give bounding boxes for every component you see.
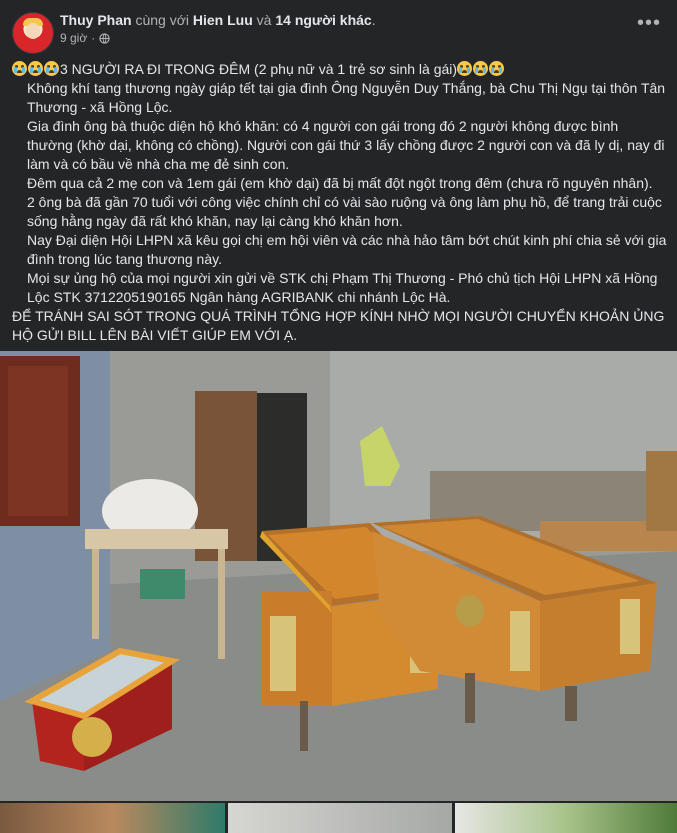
- author-avatar[interactable]: [12, 12, 54, 54]
- post-paragraph-1: Không khí tang thương ngày giáp tết tại gia đình Ông Nguyễn Duy Thắng, bà Chu Thị Ngụ tại thôn Tân Thương - xã Hồng Lộc.: [27, 80, 666, 115]
- post-photo[interactable]: [0, 351, 677, 801]
- crying-face-icon: [44, 61, 59, 76]
- post-paragraph-3: Đêm qua cả 2 mẹ con và 1em gái (em khờ dại) đã bị mất đột ngột trong đêm (chưa rõ nguyên nhân).: [27, 175, 653, 191]
- thumbnail-1[interactable]: [0, 803, 225, 833]
- crying-face-icon: [489, 61, 504, 76]
- more-icon[interactable]: •••: [636, 12, 661, 34]
- crying-face-icon: [28, 61, 43, 76]
- thumbnail-2[interactable]: [228, 803, 452, 833]
- thumbnail-3[interactable]: [455, 803, 677, 833]
- post-paragraph-7: ĐỂ TRÁNH SAI SÓT TRONG QUÁ TRÌNH TỔNG HỢP KÍNH NHỜ MỌI NGƯỜI CHUYỂN KHOẢN ỦNG HỘ GỬI BILL LÊN BÀI VIẾT GIÚP EM VỚI Ạ.: [12, 308, 665, 343]
- post-title: 3 NGƯỜI RA ĐI TRONG ĐÊM (2 phụ nữ và 1 trẻ sơ sinh là gái): [60, 61, 458, 77]
- author-line: Thuy Phan cùng với Hien Luu và 14 người khác.: [60, 12, 376, 28]
- meta-separator: ·: [91, 31, 96, 45]
- post-header: [0, 0, 677, 56]
- post-title-line: [12, 60, 667, 79]
- avatar-face: [26, 23, 40, 39]
- post-paragraph-5: Nay Đại diện Hội LHPN xã kêu gọi chị em hội viên và các nhà hảo tâm bớt chút kinh phí chia sẻ với gia đình trong lúc tang thương này.: [27, 232, 667, 267]
- tagged-user-link[interactable]: Hien Luu: [192, 12, 253, 28]
- photo-thumbnails: [0, 803, 677, 833]
- post-time[interactable]: 9 giờ: [60, 31, 88, 45]
- others-link[interactable]: 14 người khác: [275, 12, 372, 28]
- post-paragraph-2: Gia đình ông bà thuộc diện hộ khó khăn: có 4 người con gái trong đó 2 người không được bình thường (khờ dại, không có chồng). Người con gái thứ 3 lấy chồng được 2 người con và đã ly dị, nay đi làm và có bầu về nhà cha mẹ đẻ sinh con.: [27, 118, 665, 172]
- crying-face-icon: [457, 61, 472, 76]
- crying-face-icon: [12, 61, 27, 76]
- post-paragraph-4: 2 ông bà đã gần 70 tuổi với công việc chính chỉ có vài sào ruộng và ông làm phụ hồ, để trang trải cuộc sống hằng ngày đã rất khó khăn, nay lại càng khó khăn hơn.: [27, 194, 662, 229]
- coffins-photo: [0, 351, 677, 801]
- crying-face-icon: [473, 61, 488, 76]
- post-body: [12, 60, 667, 345]
- with-text: cùng với: [135, 12, 189, 28]
- and-text: và: [256, 12, 272, 28]
- post-meta: [60, 31, 110, 45]
- author-name-link[interactable]: Thuy Phan: [60, 12, 132, 28]
- post-paragraph-6: Mọi sự ủng hộ của mọi người xin gửi về STK chị Phạm Thị Thương - Phó chủ tịch Hội LHPN xã Hồng Lộc STK 3712205190165 Ngân hàng AGRIBANK chi nhánh Lộc Hà.: [27, 270, 658, 305]
- globe-icon[interactable]: [99, 33, 110, 44]
